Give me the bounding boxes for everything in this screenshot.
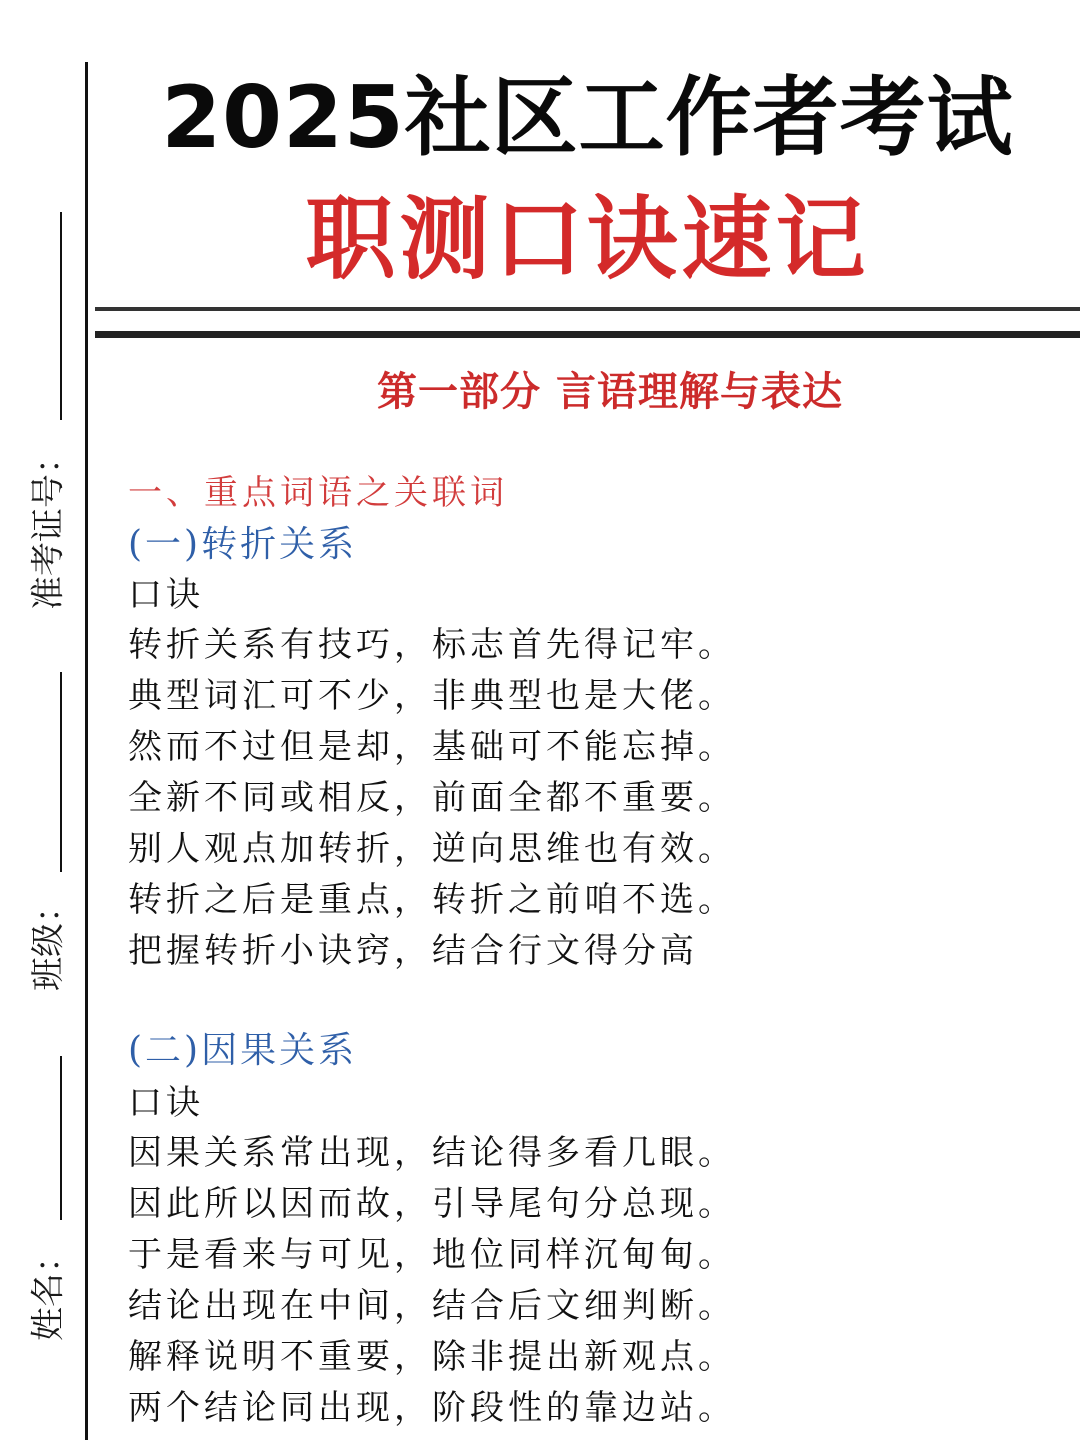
verse-line: 两个结论同出现，阶段性的靠边站。 xyxy=(128,1388,736,1428)
part-heading: 第一部分 言语理解与表达 xyxy=(377,368,843,415)
name-line xyxy=(60,1056,62,1220)
verse-line: 然而不过但是却，基础可不能忘掉。 xyxy=(128,727,736,767)
verse-line: 转折关系有技巧，标志首先得记牢。 xyxy=(128,625,736,665)
verse-line: 因此所以因而故，引导尾句分总现。 xyxy=(128,1184,736,1224)
verse-line: 典型词汇可不少，非典型也是大佬。 xyxy=(128,676,736,716)
verse-line: 结论出现在中间，结合后文细判断。 xyxy=(128,1286,736,1326)
verse-line: 解释说明不重要，除非提出新观点。 xyxy=(128,1337,736,1377)
section-heading: 一、重点词语之关联词 xyxy=(128,473,508,513)
binding-margin xyxy=(0,0,90,1440)
verse-line: 别人观点加转折，逆向思维也有效。 xyxy=(128,829,736,869)
verse-line: 转折之后是重点，转折之前咱不选。 xyxy=(128,880,736,920)
exam-id-label: 准考证号： xyxy=(28,440,69,610)
verse-line: 全新不同或相反，前面全都不重要。 xyxy=(128,778,736,818)
verse-list-transition xyxy=(128,620,736,977)
group-label-causal: 口诀 xyxy=(128,1083,204,1123)
title-divider-thick xyxy=(95,331,1080,338)
group-label-transition: 口诀 xyxy=(128,575,204,615)
exam-id-line xyxy=(60,212,62,420)
page-subtitle: 职测口诀速记 xyxy=(305,187,870,292)
name-label: 姓名： xyxy=(28,1239,69,1341)
title-divider-thin xyxy=(95,307,1080,311)
page-title: 2025社区工作者考试 xyxy=(161,68,1014,168)
verse-list-causal xyxy=(128,1128,736,1434)
class-label: 班级： xyxy=(28,889,69,991)
verse-line: 于是看来与可见，地位同样沉甸甸。 xyxy=(128,1235,736,1275)
verse-line: 因果关系常出现，结论得多看几眼。 xyxy=(128,1133,736,1173)
group-heading-causal: (二)因果关系 xyxy=(128,1030,358,1071)
verse-line: 把握转折小诀窍，结合行文得分高 xyxy=(128,931,698,971)
binding-line xyxy=(85,62,88,1440)
group-heading-transition: (一)转折关系 xyxy=(128,524,358,565)
class-line xyxy=(60,672,62,872)
